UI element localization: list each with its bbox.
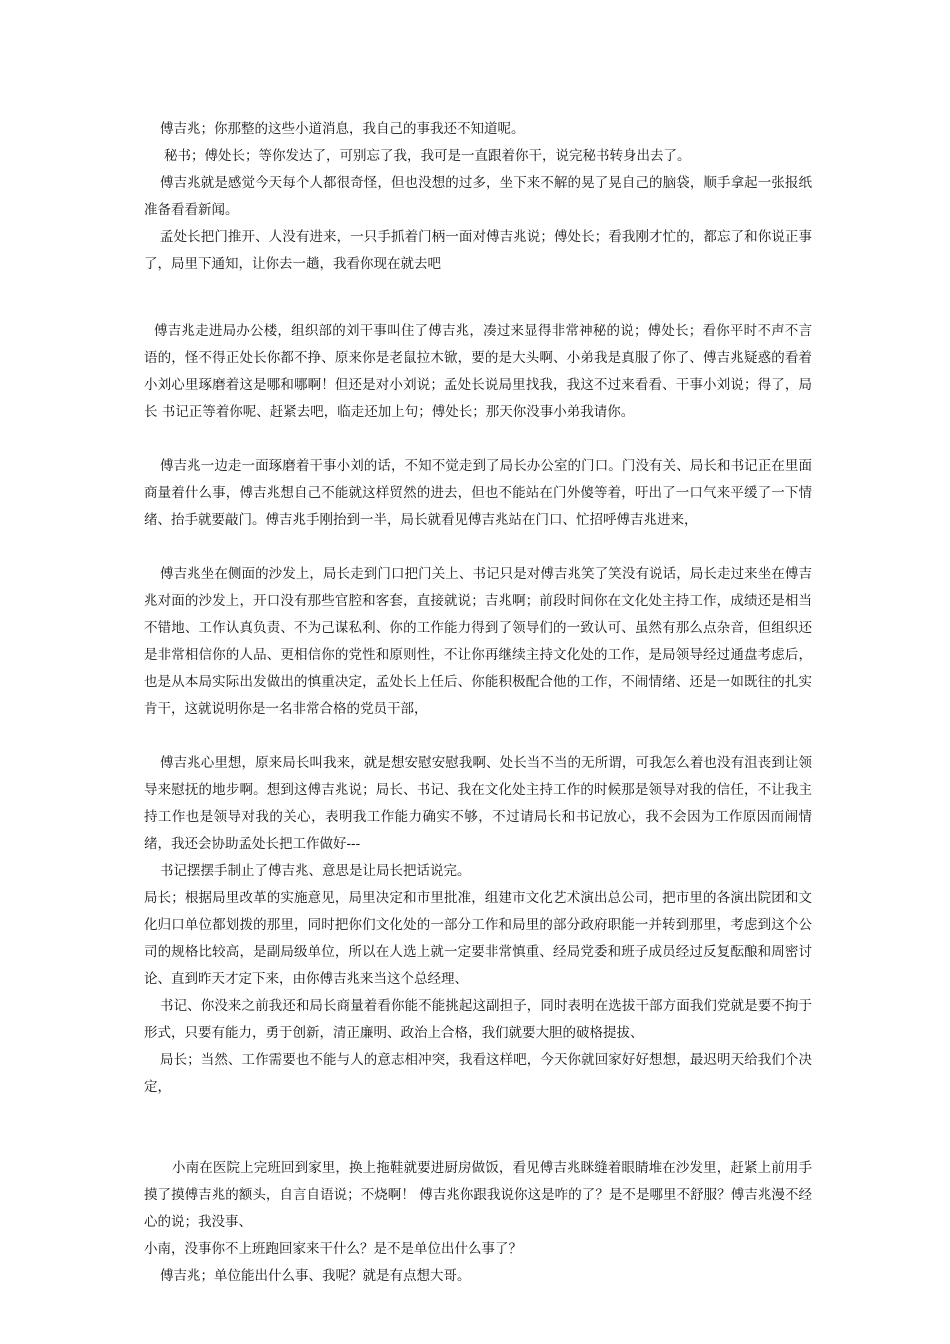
paragraph-3: 傅吉兆就是感觉今天每个人都很奇怪，但也没想的过多，坐下来不解的晃了晃自己的脑袋，顺手拿起一张报纸准备看看新闻。 [144, 175, 812, 218]
paragraph-6: 傅吉兆一边走一面琢磨着干事小刘的话，不知不觉走到了局长办公室的门口。门没有关、局长和书记正在里面商量着什么事，傅吉兆想自己不能就这样贸然的进去，但也不能站在门外傻等着，吁出了一口气来平缓了一下情绪、抬手就要敲门。傅吉兆手刚抬到一半，局长就看见傅吉兆站在门口、忙招呼傅吉兆进来， [144, 458, 812, 528]
paragraph-11: 书记、你没来之前我还和局长商量着看你能不能挑起这副担子，同时表明在选拔干部方面我们党就是要不拘于形式，只要有能力，勇于创新，清正廉明、政治上合格，我们就要大胆的破格提拔、 [144, 998, 812, 1041]
paragraph-10: 局长；根据局里改革的实施意见，局里决定和市里批准，组建市文化艺术演出总公司，把市里的各演出院团和文化归口单位都划拨的那里，同时把你们文化处的一部分工作和局里的部分政府职能一并转到那里，考虑到这个公司的规格比较高，是副局级单位，所以在人选上就一定要非常慎重、经局党委和班子成员经过反复酝酿和周密讨论、直到昨天才定下来，由你傅吉兆来当这个总经理、 [144, 890, 812, 987]
paragraph-13: 小南在医院上完班回到家里，换上拖鞋就要进厨房做饭，看见傅吉兆眯缝着眼睛堆在沙发里，赶紧上前用手摸了摸傅吉兆的额头，自言自语说；不烧啊！ 傅吉兆你跟我说你这是咋的了？是不是哪里不舒服？傅吉兆漫不经心的说；我没事、 [144, 1160, 812, 1230]
paragraph-2: 秘书；傅处长；等你发达了，可别忘了我，我可是一直跟着你干，说完秘书转身出去了。 [164, 148, 691, 164]
paragraph-4: 孟处长把门推开、人没有进来，一只手抓着门柄一面对傅吉兆说；傅处长；看我刚才忙的，都忘了和你说正事了，局里下通知，让你去一趟，我看你现在就去吧 [144, 229, 812, 272]
paragraph-8: 傅吉兆心里想，原来局长叫我来，就是想安慰安慰我啊、处长当不当的无所谓，可我怎么着也没有沮丧到让领导来慰抚的地步啊。想到这傅吉兆说；局长、书记、我在文化处主持工作的时候那是领导对我的信任，不让我主持工作也是领导对我的关心，表明我工作能力确实不够，不过请局长和书记放心，我不会因为工作原因而闹情绪，我还会协助孟处长把工作做好--- [144, 755, 812, 852]
paragraph-7: 傅吉兆坐在侧面的沙发上，局长走到门口把门关上、书记只是对傅吉兆笑了笑没有说话，局长走过来坐在傅吉兆对面的沙发上，开口没有那些官腔和客套，直接就说；吉兆啊；前段时间你在文化处主持工作，成绩还是相当不错地、工作认真负责、不为己谋私利、你的工作能力得到了领导们的一致认可、虽然有那么点杂音，但组织还是非常相信你的人品、更相信你的党性和原则性，不让你再继续主持文化处的工作，是局领导经过通盘考虑后，也是从本局实际出发做出的慎重决定，孟处长上任后、你能积极配合他的工作，不闹情绪、还是一如既往的扎实肯干，这就说明你是一名非常合格的党员干部， [144, 566, 812, 717]
paragraph-1: 傅吉兆；你那整的这些小道消息，我自己的事我还不知道呢。 [160, 121, 525, 137]
paragraph-12: 局长；当然、工作需要也不能与人的意志相冲突，我看这样吧，今天你就回家好好想想，最迟明天给我们个决定， [144, 1052, 812, 1095]
paragraph-14: 小南，没事你不上班跑回家来干什么？是不是单位出什么事了？ [144, 1241, 522, 1257]
paragraph-5: 傅吉兆走进局办公楼，组织部的刘干事叫住了傅吉兆，凑过来显得非常神秘的说；傅处长；看你平时不声不言语的，怪不得正处长你都不挣、原来你是老鼠拉木锨，要的是大头啊、小弟我是真服了你了、傅吉兆疑惑的看着小刘心里琢磨着这是哪和哪啊！但还是对小刘说；孟处长说局里找我，我这不过来看看、干事小刘说；得了，局长 书记正等着你呢、赶紧去吧，临走还加上句；傅处长；那天你没事小弟我请你。 [144, 323, 812, 420]
paragraph-15: 傅吉兆；单位能出什么事、我呢？就是有点想大哥。 [160, 1268, 471, 1284]
paragraph-9: 书记摆摆手制止了傅吉兆、意思是让局长把话说完。 [160, 863, 471, 879]
